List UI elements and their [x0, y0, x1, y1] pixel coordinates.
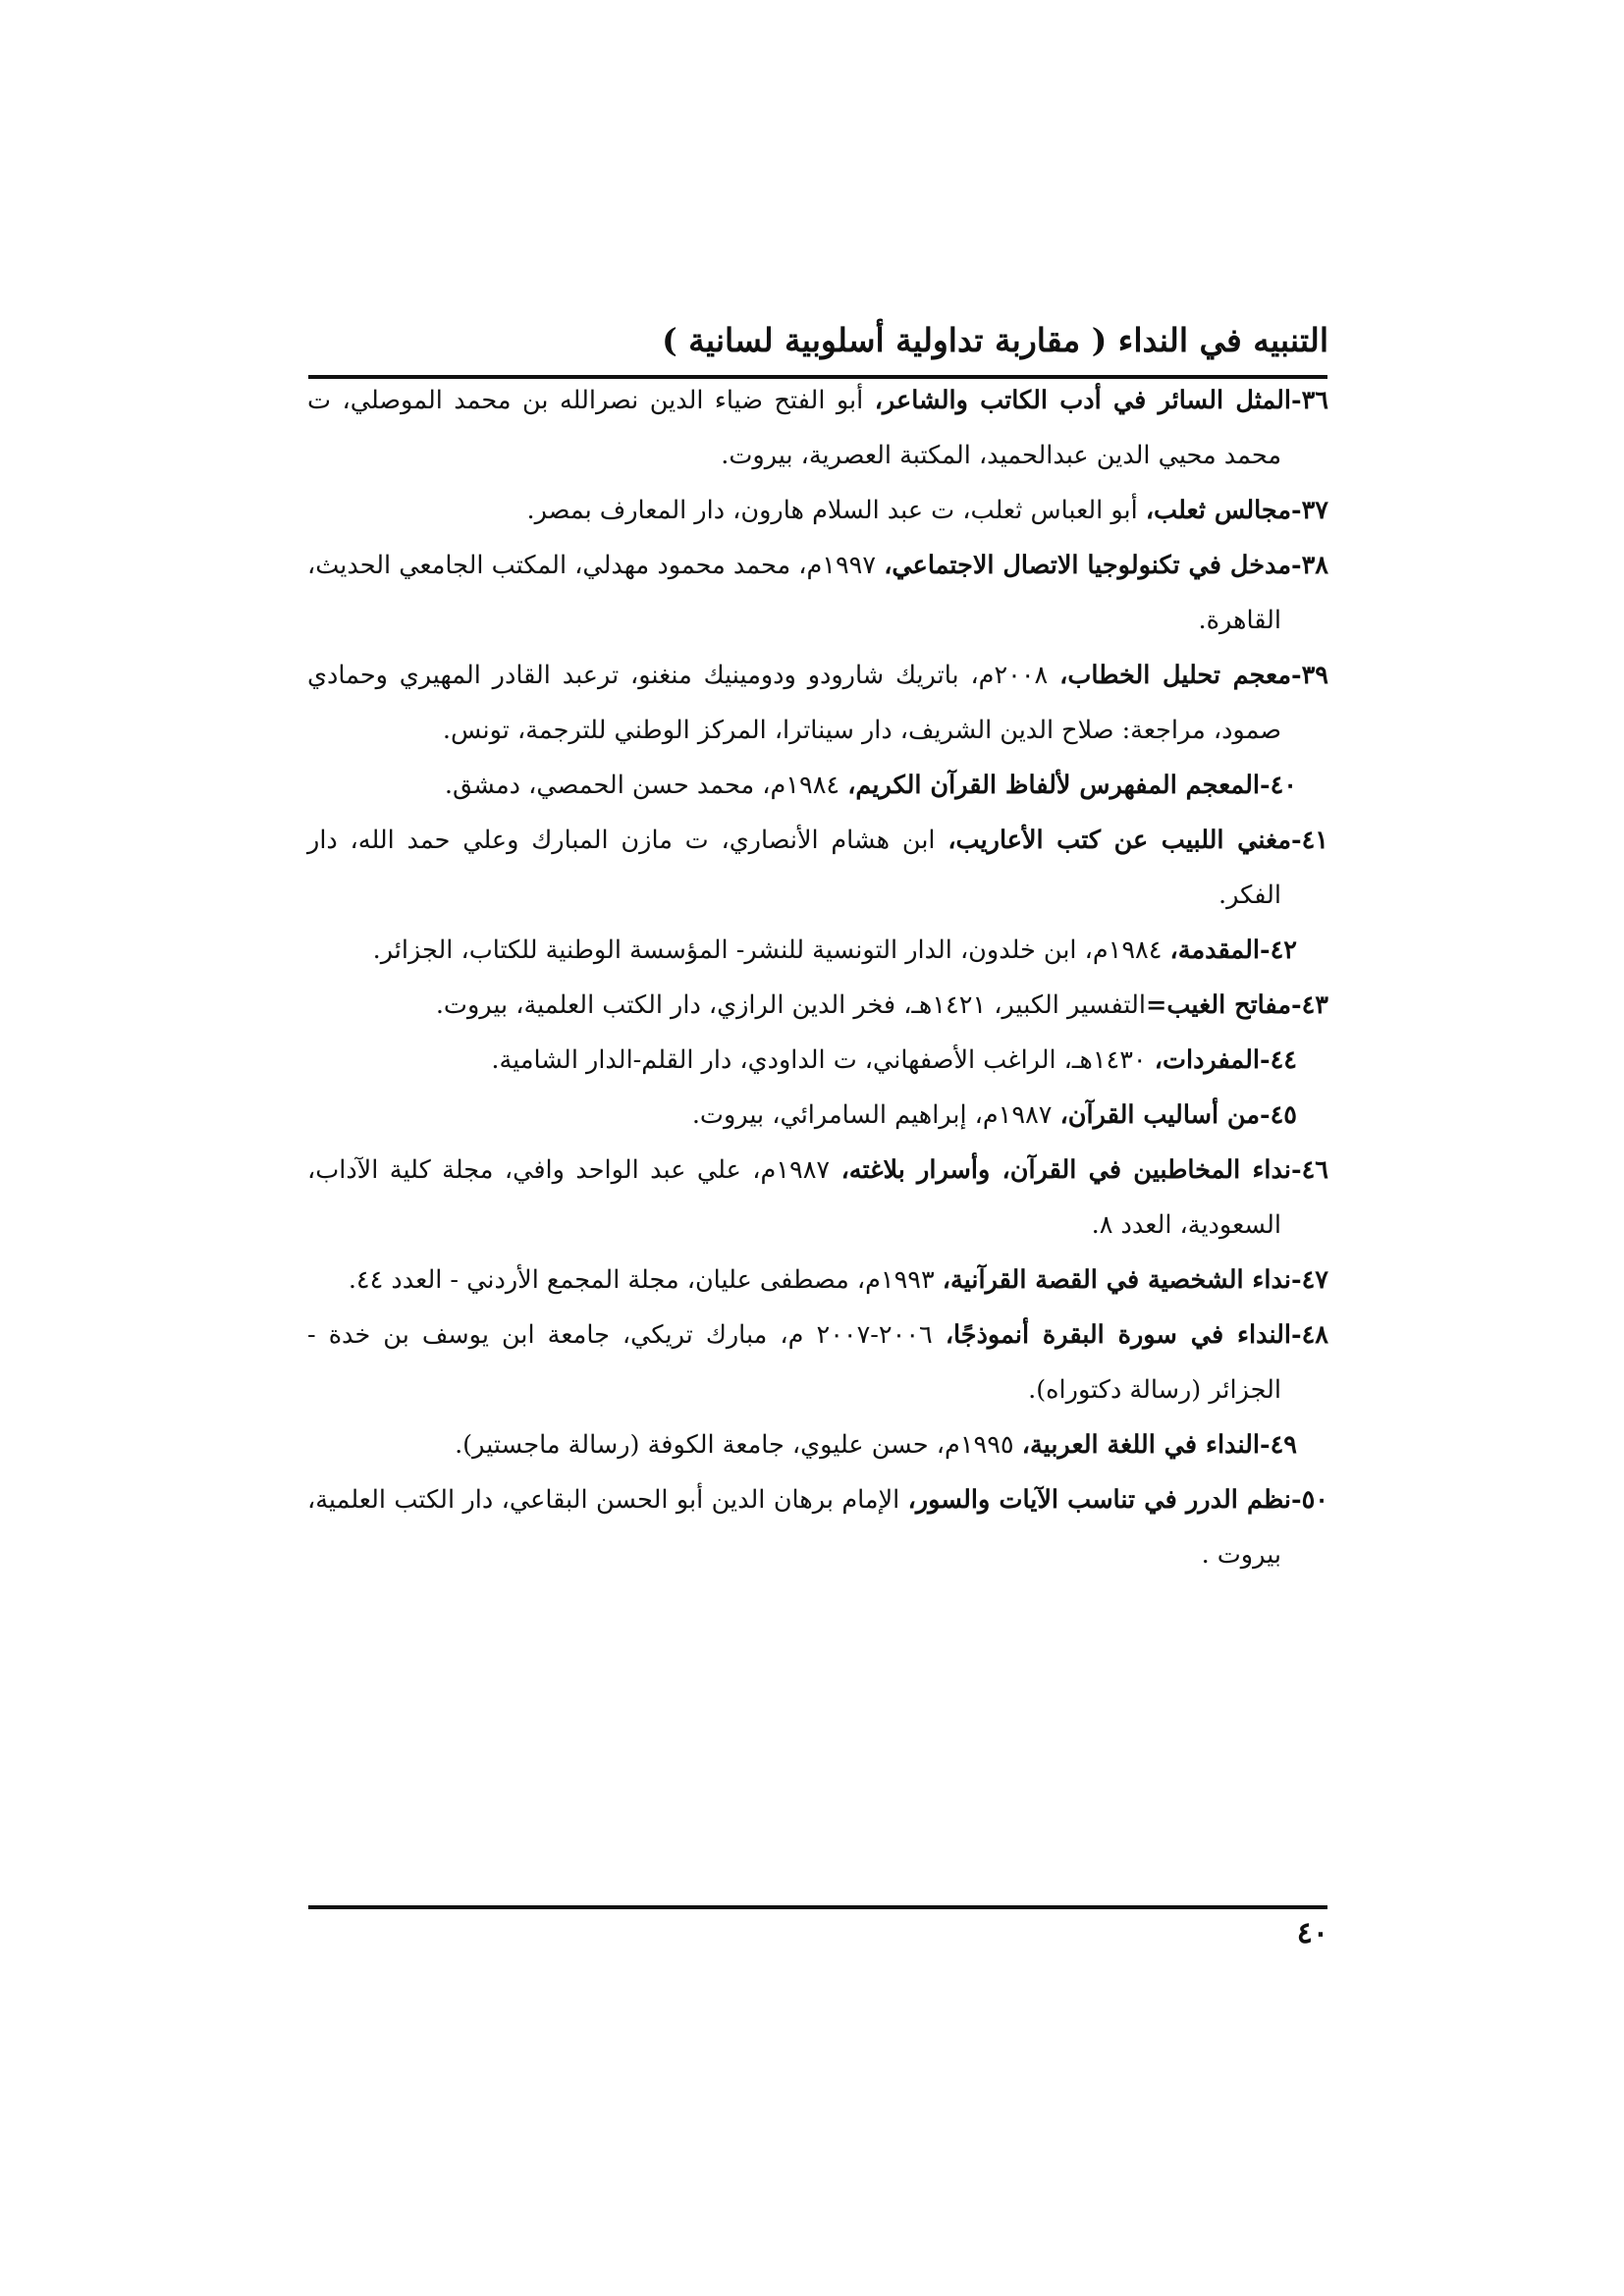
reference-number: ٤٧- — [1291, 1265, 1328, 1295]
reference-title: نداء الشخصية في القصة القرآنية، — [942, 1265, 1291, 1295]
reference-item — [307, 923, 1328, 978]
reference-item — [307, 978, 1328, 1033]
reference-details: الإمام برهان الدين أبو الحسن البقاعي، دار الكتب العلمية، بيروت . — [307, 1485, 1281, 1570]
reference-item — [307, 648, 1328, 758]
reference-title: من أساليب القرآن، — [1059, 1100, 1260, 1130]
reference-number: ٣٦- — [1291, 386, 1328, 415]
reference-number: ٤٦- — [1291, 1155, 1329, 1185]
footer-rule — [308, 1905, 1327, 1909]
reference-number: ٣٨- — [1291, 551, 1328, 580]
reference-details: ١٩٨٤م، ابن خلدون، الدار التونسية للنشر- المؤسسة الوطنية للكتاب، الجزائر. — [372, 935, 1170, 965]
reference-title: معجم تحليل الخطاب، — [1059, 661, 1291, 690]
reference-number: ٥٠- — [1291, 1485, 1328, 1515]
reference-title: المقدمة، — [1169, 935, 1260, 965]
reference-title: النداء في اللغة العربية، — [1021, 1430, 1260, 1460]
reference-details: ٢٠٠٦-٢٠٠٧ م، مبارك تريكي، جامعة ابن يوسف بن خدة - الجزائر (رسالة دكتوراه). — [307, 1320, 1281, 1405]
reference-title: مجالس ثعلب، — [1145, 496, 1291, 525]
reference-item — [307, 1253, 1328, 1308]
reference-details: ١٩٩٣م، مصطفى عليان، مجلة المجمع الأردني - العدد ٤٤. — [348, 1265, 943, 1295]
reference-number: ٤١- — [1291, 826, 1328, 855]
reference-item — [307, 1088, 1328, 1143]
reference-number: ٤٨- — [1291, 1320, 1328, 1350]
reference-details: ابن هشام الأنصاري، ت مازن المبارك وعلي حمد الله، دار الفكر. — [307, 826, 1281, 910]
reference-title: نداء المخاطبين في القرآن، وأسرار بلاغته، — [840, 1155, 1292, 1185]
reference-item — [307, 373, 1328, 483]
reference-details: أبو العباس ثعلب، ت عبد السلام هارون، دار المعارف بمصر. — [526, 496, 1146, 525]
bibliography-list — [307, 373, 1328, 1582]
page-number: ٤٠ — [1296, 1916, 1328, 1950]
reference-title: نظم الدرر في تناسب الآيات والسور، — [907, 1485, 1291, 1515]
reference-item — [307, 538, 1328, 648]
reference-item — [307, 1308, 1328, 1417]
reference-details: ١٩٨٧م، علي عبد الواحد وافي، مجلة كلية الآداب، السعودية، العدد ٨. — [307, 1155, 1281, 1240]
reference-title: المفردات، — [1154, 1045, 1260, 1075]
reference-item — [307, 813, 1328, 923]
reference-item — [307, 1417, 1328, 1472]
reference-item — [307, 483, 1328, 538]
reference-title: المثل السائر في أدب الكاتب والشاعر، — [874, 386, 1291, 415]
reference-number: ٤٩- — [1260, 1430, 1297, 1460]
reference-details: ١٩٨٤م، محمد حسن الحمصي، دمشق. — [444, 771, 848, 800]
reference-number: ٤٤- — [1260, 1045, 1297, 1075]
reference-number: ٤٥- — [1260, 1100, 1297, 1130]
reference-item — [307, 758, 1328, 813]
reference-details: ١٤٣٠هـ، الراغب الأصفهاني، ت الداودي، دار القلم-الدار الشامية. — [491, 1045, 1155, 1075]
reference-details: ١٩٩٧م، محمد محمود مهدلي، المكتب الجامعي الحديث، القاهرة. — [307, 551, 1281, 635]
reference-title: المعجم المفهرس لألفاظ القرآن الكريم، — [847, 771, 1260, 800]
running-header: التنبيه في النداء ( مقاربة تداولية أسلوبية لسانية ) — [662, 321, 1328, 359]
reference-details: ٢٠٠٨م، باتريك شارودو ودومينيك منغنو، ترعبد القادر المهيري وحمادي صمود، مراجعة: صلاح الدين الشريف، دار سيناترا، المركز الوطني للترجمة، تونس. — [307, 661, 1281, 745]
reference-number: ٤٣- — [1291, 990, 1328, 1020]
reference-details: التفسير الكبير، ١٤٢١هـ، فخر الدين الرازي، دار الكتب العلمية، بيروت. — [435, 990, 1146, 1020]
reference-item — [307, 1472, 1328, 1582]
reference-details: ١٩٩٥م، حسن عليوي، جامعة الكوفة (رسالة ماجستير). — [455, 1430, 1022, 1460]
reference-item — [307, 1143, 1328, 1253]
reference-item — [307, 1033, 1328, 1088]
reference-number: ٣٩- — [1291, 661, 1328, 690]
reference-title: مغني اللبيب عن كتب الأعاريب، — [947, 826, 1291, 855]
reference-number: ٣٧- — [1291, 496, 1328, 525]
reference-details: أبو الفتح ضياء الدين نصرالله بن محمد الموصلي، ت محمد محيي الدين عبدالحميد، المكتبة العصرية، بيروت. — [307, 386, 1281, 470]
reference-title: النداء في سورة البقرة أنموذجًا، — [945, 1320, 1291, 1350]
reference-number: ٤٢- — [1260, 935, 1297, 965]
reference-title: مدخل في تكنولوجيا الاتصال الاجتماعي، — [884, 551, 1291, 580]
reference-number: ٤٠- — [1260, 771, 1297, 800]
reference-title: مفاتح الغيب= — [1145, 990, 1291, 1020]
reference-details: ١٩٨٧م، إبراهيم السامرائي، بيروت. — [691, 1100, 1060, 1130]
